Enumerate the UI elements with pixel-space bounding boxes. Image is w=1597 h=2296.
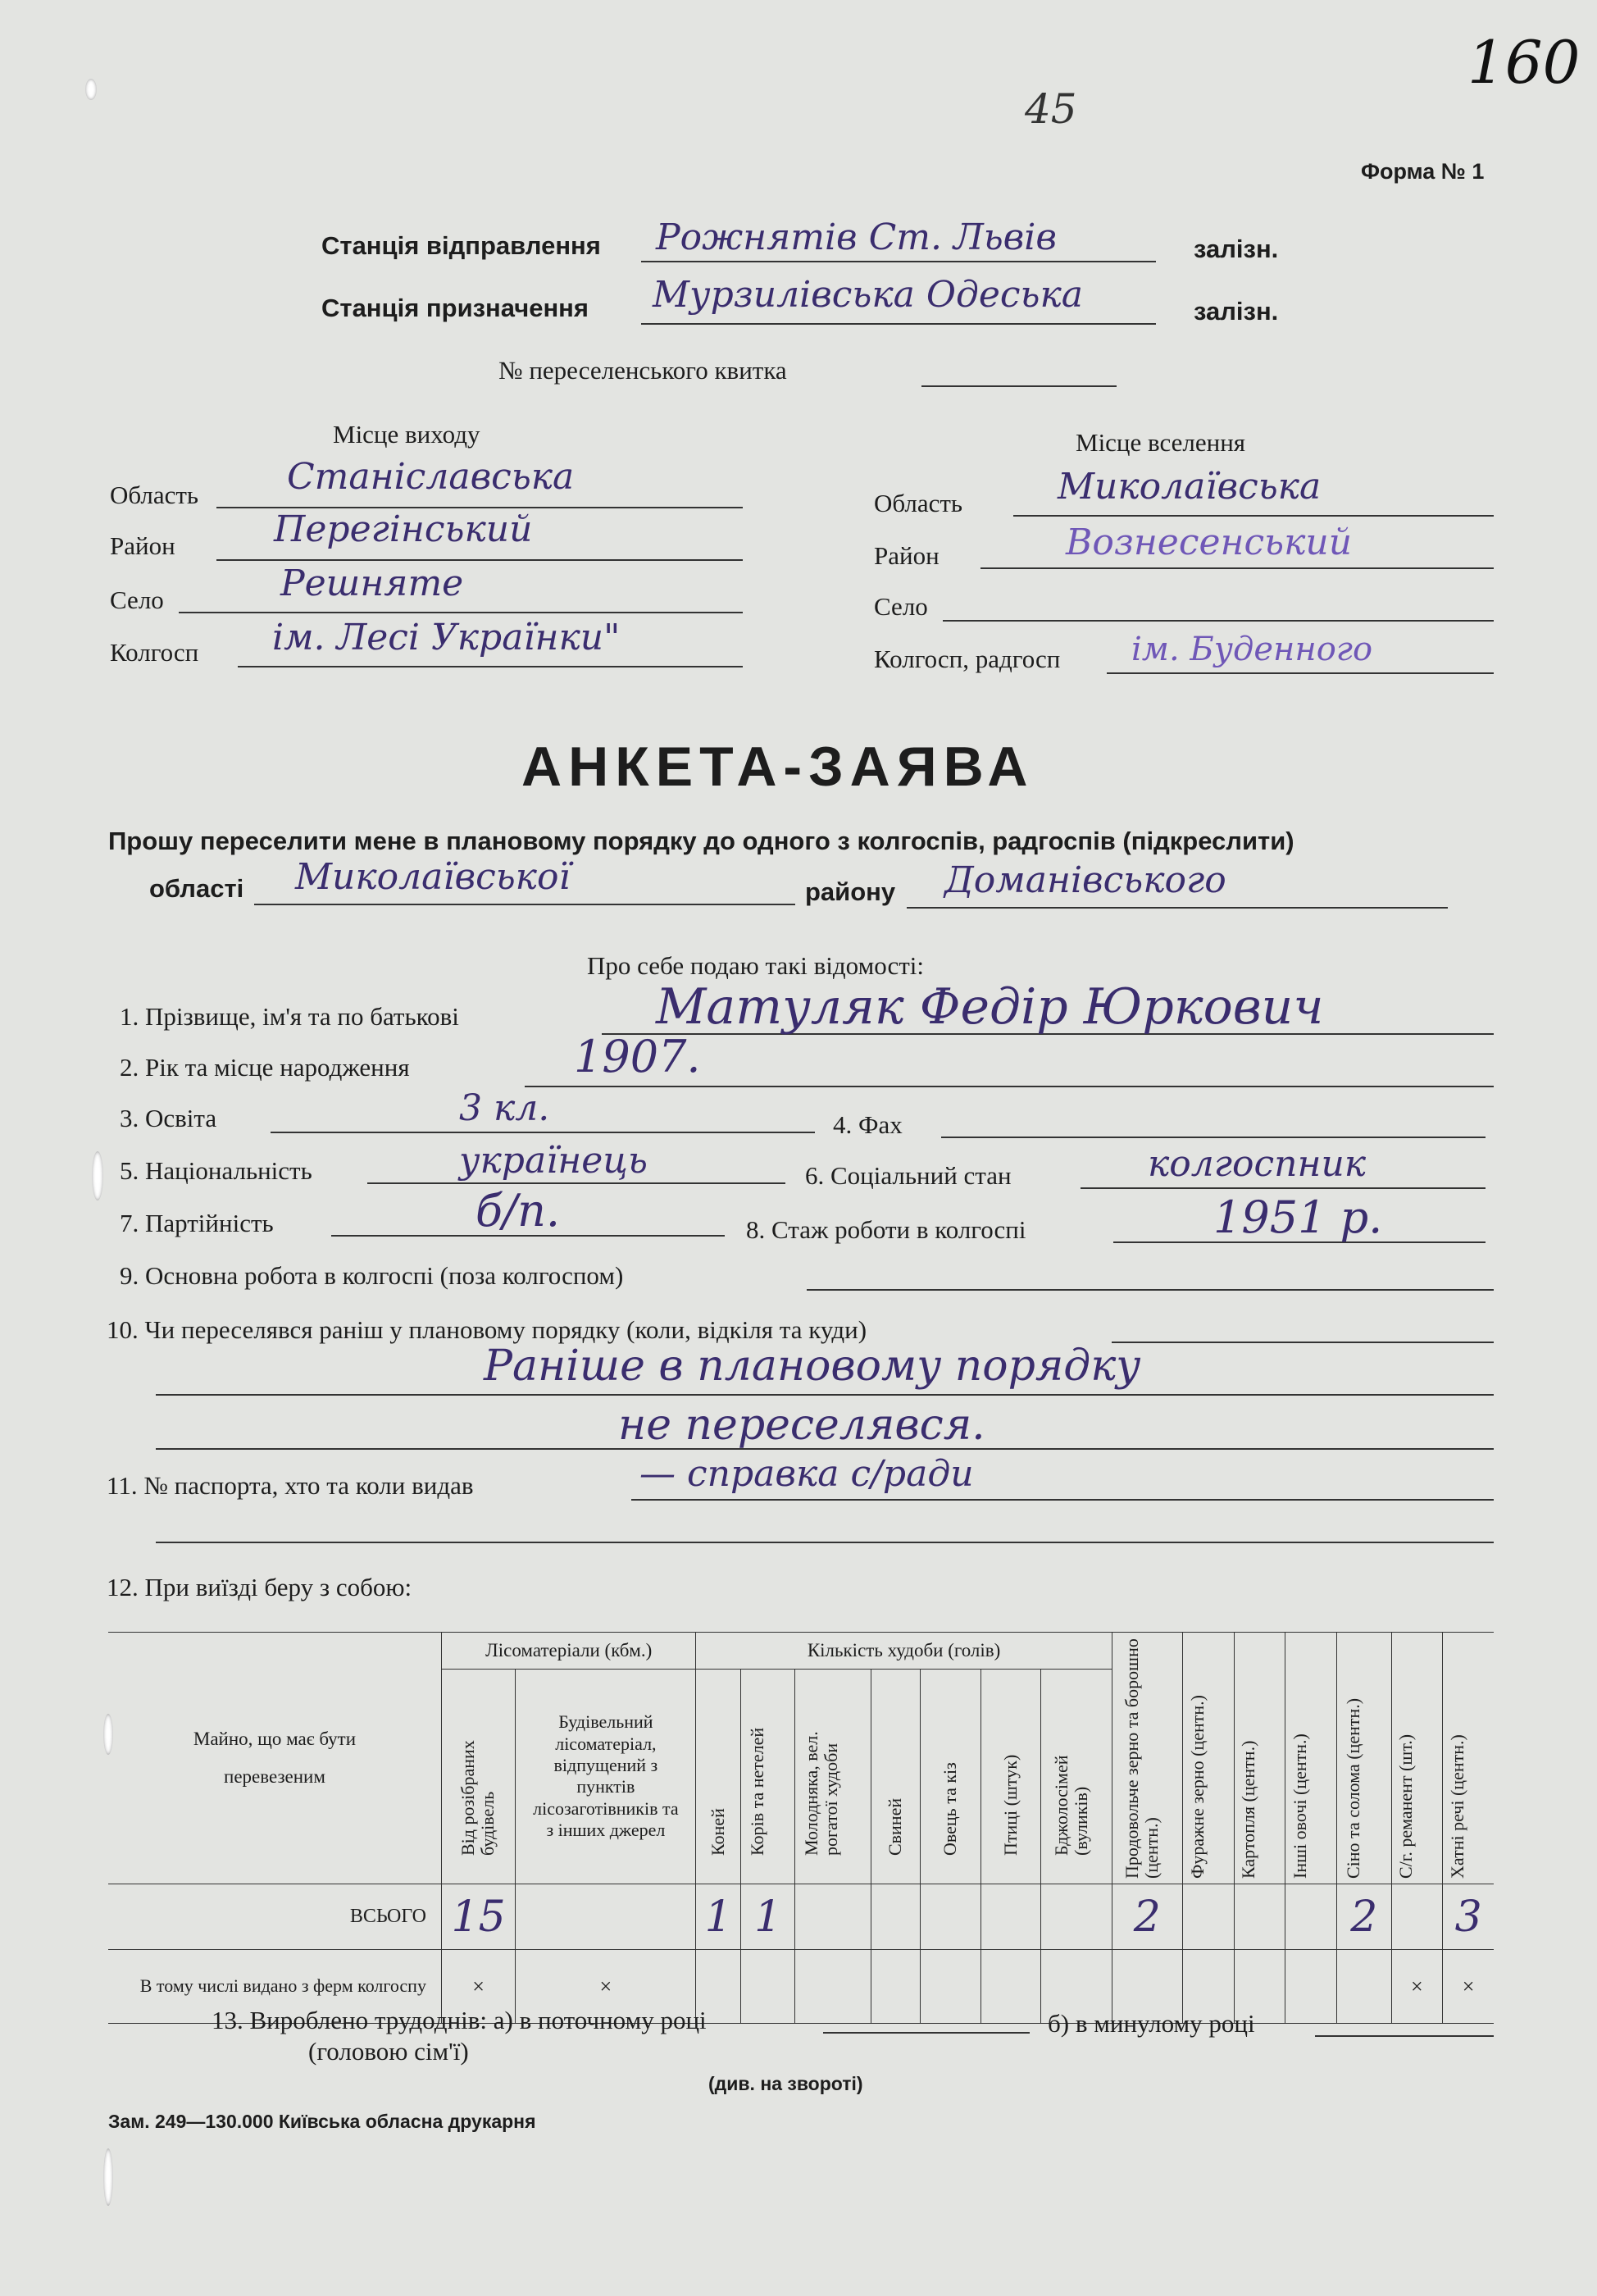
field-8-label: 8. Стаж роботи в колгоспі xyxy=(746,1215,1026,1244)
total-cell xyxy=(871,1884,921,1950)
destination-line xyxy=(641,323,1156,325)
field-3-line xyxy=(271,1132,815,1133)
total-cell: 15 xyxy=(441,1884,515,1950)
total-cell: 3 xyxy=(1443,1884,1494,1950)
turn-over-note: (див. на звороті) xyxy=(708,2073,863,2094)
row-total-label: ВСЬОГО xyxy=(108,1884,441,1950)
origin-kolgosp-line xyxy=(238,666,743,667)
col-veg: Інші овочі (центн.) xyxy=(1285,1633,1337,1884)
field-6-line xyxy=(1081,1187,1486,1189)
field-13-line-a xyxy=(823,2032,1030,2034)
settlement-kolgosp-line xyxy=(1107,672,1494,674)
origin-raion-line xyxy=(216,559,743,561)
field-11-line xyxy=(631,1499,1494,1501)
ticket-label: № переселенського квитка xyxy=(498,356,787,385)
origin-selo-label: Село xyxy=(110,585,164,614)
total-cell: 1 xyxy=(696,1884,740,1950)
goods-table xyxy=(108,1632,1494,2024)
total-cell xyxy=(1234,1884,1285,1950)
railway-suffix-2: залізн. xyxy=(1194,297,1279,326)
field-3-value: 3 кл. xyxy=(459,1087,550,1129)
field-13-label: 13. Вироблено трудоднів: а) в поточному році xyxy=(212,2006,707,2034)
request-oblast-label: області xyxy=(149,874,244,903)
printer-footer: Зам. 249—130.000 Київська обласна друкарня xyxy=(108,2111,536,2132)
origin-oblast-label: Область xyxy=(110,481,199,509)
col-cows: Корів та нетелей xyxy=(740,1669,795,1884)
page-number: 160 xyxy=(1467,28,1581,97)
total-cell xyxy=(1041,1884,1112,1950)
field-10-line-a xyxy=(1112,1342,1494,1343)
field-5-label: 5. Національність xyxy=(120,1156,312,1185)
request-raion-label: району xyxy=(805,877,896,906)
page-number-alt: 45 xyxy=(1025,85,1077,133)
group-livestock: Кількість худоби (голів) xyxy=(696,1633,1112,1670)
col-food-grain: Продовольче зерно та борошно (центн.) xyxy=(1112,1633,1182,1884)
total-cell: 2 xyxy=(1336,1884,1391,1950)
total-cell xyxy=(1391,1884,1443,1950)
origin-kolgosp-value: ім. Лесі Українки" xyxy=(272,617,621,658)
field-3-label: 3. Освіта xyxy=(120,1104,217,1132)
request-oblast-line xyxy=(254,904,795,905)
origin-selo-value: Решняте xyxy=(280,563,464,604)
settlement-kolgosp-label: Колгосп, радгосп xyxy=(874,645,1061,673)
field-5-value: українець xyxy=(459,1140,648,1182)
request-line: Прошу переселити мене в плановому порядку до одного з колгоспів, радгоспів (підкреслити) xyxy=(108,827,1294,855)
farm-cell xyxy=(921,1950,981,2024)
col-hay: Сіно та солома (центн.) xyxy=(1336,1633,1391,1884)
field-1-label: 1. Прізвище, ім'я та по батькові xyxy=(120,1002,459,1031)
farm-cell xyxy=(795,1950,871,2024)
origin-oblast-value: Станіславська xyxy=(287,456,575,498)
col-tools: С/г. реманент (шт.) xyxy=(1391,1633,1443,1884)
field-13-sub: (головою сім'ї) xyxy=(308,2037,469,2066)
field-9-label: 9. Основна робота в колгоспі (поза колгоспом) xyxy=(120,1261,624,1290)
field-6-label: 6. Соціальний стан xyxy=(805,1161,1012,1190)
binder-hole xyxy=(85,79,97,100)
group-timber: Лісоматеріали (кбм.) xyxy=(441,1633,696,1670)
form-title: АНКЕТА-ЗАЯВА xyxy=(521,736,1035,798)
col-dismantled: Від розібраних будівель xyxy=(441,1669,515,1884)
field-2-line xyxy=(525,1086,1494,1087)
field-9-line xyxy=(807,1289,1494,1291)
destination-label: Станція призначення xyxy=(321,294,589,322)
total-cell xyxy=(516,1884,696,1950)
total-cell: 2 xyxy=(1112,1884,1182,1950)
destination-value: Мурзилівська Одеська xyxy=(653,274,1083,316)
field-11-value: — справка с/ради xyxy=(639,1453,974,1495)
railway-suffix-1: залізн. xyxy=(1194,235,1279,263)
col-birds: Птиці (штук) xyxy=(980,1669,1041,1884)
settlement-raion-line xyxy=(980,567,1494,569)
field-10-line-b xyxy=(156,1394,1494,1396)
settlement-kolgosp-value: ім. Буденного xyxy=(1131,631,1373,668)
origin-title: Місце виходу xyxy=(333,420,480,449)
field-8-value: 1951 р. xyxy=(1213,1191,1383,1243)
field-11-line-b xyxy=(156,1542,1494,1543)
total-cell: 1 xyxy=(740,1884,795,1950)
settlement-oblast-label: Область xyxy=(874,489,963,517)
farm-cell: × xyxy=(1391,1950,1443,2024)
field-2-label: 2. Рік та місце народження xyxy=(120,1053,410,1082)
field-6-value: колгоспник xyxy=(1148,1143,1367,1185)
request-raion-line xyxy=(907,907,1448,909)
binder-hole xyxy=(92,1151,103,1200)
origin-selo-line xyxy=(179,612,743,613)
field-7-value: б/п. xyxy=(475,1185,561,1237)
binder-hole xyxy=(103,2148,113,2206)
ticket-line xyxy=(921,385,1117,387)
field-2-value: 1907. xyxy=(574,1031,701,1082)
field-11-label: 11. № паспорта, хто та коли видав xyxy=(107,1471,474,1500)
settlement-oblast-value: Миколаївська xyxy=(1058,466,1322,508)
col-building-timber: Будівельний лісоматеріал, відпущений з пунктів лісозаготівників та з інших джерел xyxy=(516,1669,696,1884)
farm-cell: × xyxy=(516,1950,696,2024)
row-total xyxy=(108,1884,1494,1950)
col-potato: Картопля (центн.) xyxy=(1234,1633,1285,1884)
field-12-label: 12. При виїзді беру з собою: xyxy=(107,1573,412,1601)
col-pigs: Свиней xyxy=(871,1669,921,1884)
field-10-value-2: не переселявся. xyxy=(618,1401,985,1450)
col-sheep: Овець та кіз xyxy=(921,1669,981,1884)
request-oblast-value: Миколаївської xyxy=(295,856,571,898)
origin-raion-label: Район xyxy=(110,531,175,560)
field-4-line xyxy=(941,1137,1486,1138)
total-cell xyxy=(1285,1884,1337,1950)
col-property: Майно, що має бути перевезеним xyxy=(108,1633,441,1884)
farm-cell xyxy=(1336,1950,1391,2024)
field-13-line-b xyxy=(1315,2035,1494,2037)
settlement-title: Місце вселення xyxy=(1076,428,1246,457)
total-cell xyxy=(1182,1884,1234,1950)
settlement-raion-value: Вознесенський xyxy=(1066,522,1353,563)
settlement-oblast-line xyxy=(1013,515,1494,517)
departure-label: Станція відправлення xyxy=(321,231,601,260)
field-13-b-label: б) в минулому році xyxy=(1048,2009,1255,2038)
departure-line xyxy=(641,261,1156,262)
field-10-value-1: Раніше в плановому порядку xyxy=(484,1342,1141,1391)
row-from-farms-label: В тому числі видано з ферм колгоспу xyxy=(108,1950,441,2024)
request-raion-value: Доманівського xyxy=(944,859,1226,901)
field-4-label: 4. Фах xyxy=(833,1110,903,1139)
settlement-raion-label: Район xyxy=(874,541,940,570)
farm-cell xyxy=(740,1950,795,2024)
departure-value: Рожнятів Ст. Львів xyxy=(656,216,1057,258)
farm-cell xyxy=(980,1950,1041,2024)
origin-raion-value: Перегінський xyxy=(274,508,533,550)
origin-kolgosp-label: Колгосп xyxy=(110,638,199,667)
col-bees: Бджолосімей (вуликів) xyxy=(1041,1669,1112,1884)
total-cell xyxy=(795,1884,871,1950)
field-5-line xyxy=(367,1182,785,1184)
field-1-value: Матуляк Федір Юркович xyxy=(656,978,1324,1036)
form-label: Форма № 1 xyxy=(1361,159,1485,184)
total-cell xyxy=(980,1884,1041,1950)
total-cell xyxy=(921,1884,981,1950)
farm-cell: × xyxy=(441,1950,515,2024)
farm-cell xyxy=(1285,1950,1337,2024)
field-10-label: 10. Чи переселявся раніш у плановому порядку (коли, відкіля та куди) xyxy=(107,1315,867,1344)
col-fodder: Фуражне зерно (центн.) xyxy=(1182,1633,1234,1884)
settlement-selo-line xyxy=(943,620,1494,622)
field-7-label: 7. Партійність xyxy=(120,1209,274,1237)
farm-cell xyxy=(871,1950,921,2024)
col-young: Молодняка, вел. рогатої худоби xyxy=(795,1669,871,1884)
farm-cell: × xyxy=(1443,1950,1494,2024)
col-horses: Коней xyxy=(696,1669,740,1884)
settlement-selo-label: Село xyxy=(874,592,928,621)
col-household: Хатні речі (центн.) xyxy=(1443,1633,1494,1884)
info-intro: Про себе подаю такі відомості: xyxy=(587,951,925,980)
